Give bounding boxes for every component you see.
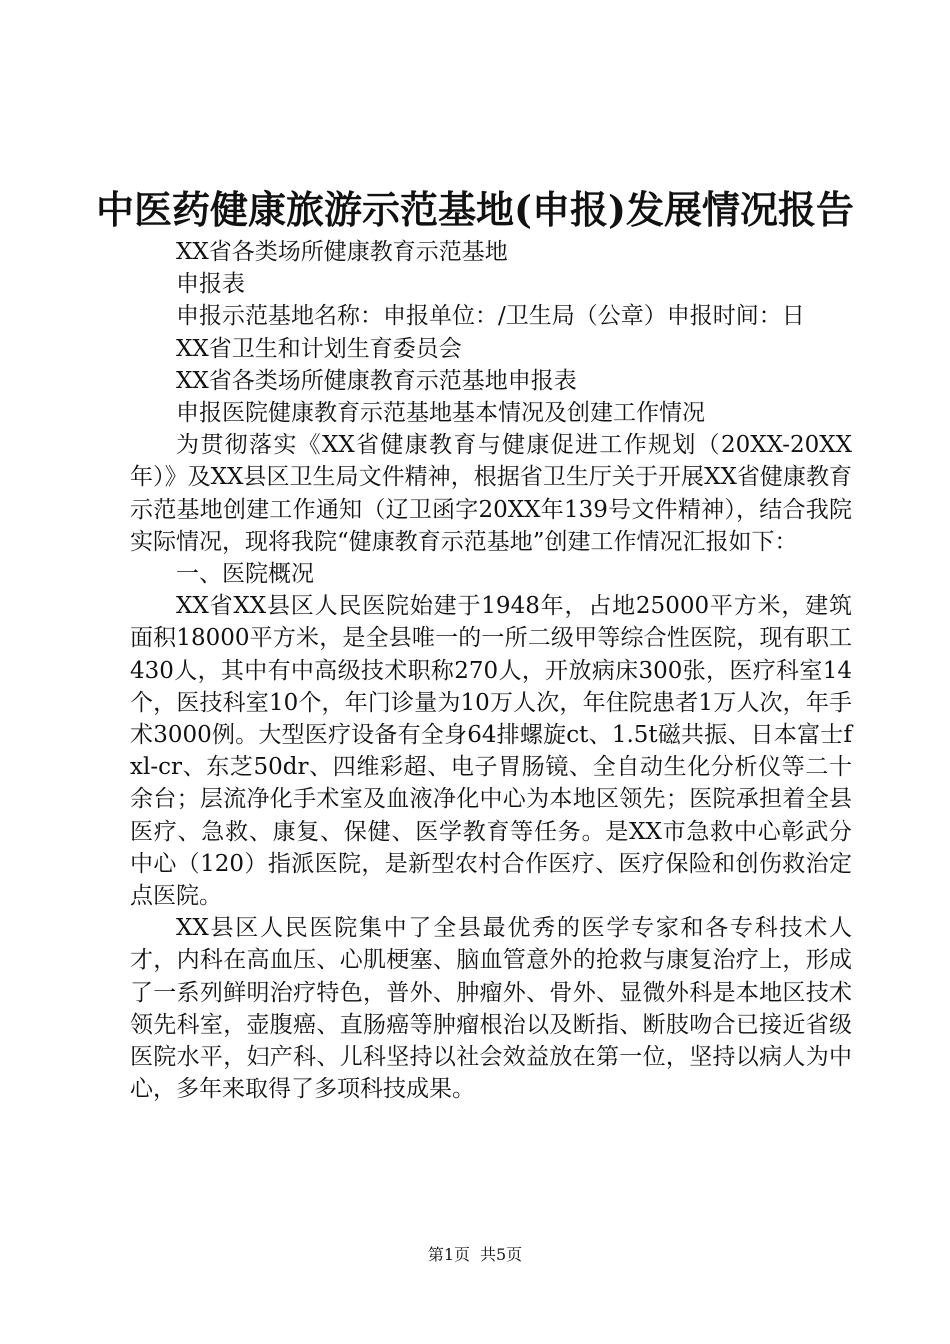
document-title: 中医药健康旅游示范基地(申报)发展情况报告 <box>96 187 854 232</box>
page-footer <box>0 1244 950 1266</box>
paragraph: 申报表 <box>176 271 245 298</box>
section-heading: 一、医院概况 <box>176 561 314 588</box>
paragraph: XX县区人民医院集中了全县最优秀的医学专家和各专科技术人才，内科在高血压、心肌梗塞、脑血管意外的抢救与康复治疗上，形成了一系列鲜明治疗特色，普外、肿瘤外、骨外、显微外科是本地区技术领先科室，壶腹癌、直肠癌等肿瘤根治以及断指、断肢吻合已接近省级医院水平，妇产科、儿科坚持以社会效益放在第一位，坚持以病人为中心，多年来取得了多项科技成果。 <box>130 915 852 1103</box>
paragraph: 申报示范基地名称：申报单位：/卫生局（公章）申报时间：日 <box>176 303 805 330</box>
paragraph: 为贯彻落实《XX省健康教育与健康促进工作规划（20XX-20XX年）》及XX县区卫生局文件精神，根据省卫生厅关于开展XX省健康教育示范基地创建工作通知（辽卫函字20XX年139号文件精神），结合我院实际情况，现将我院“健康教育示范基地”创建工作情况汇报如下： <box>130 432 852 555</box>
paragraph: XX省卫生和计划生育委员会 <box>176 335 462 362</box>
paragraph: XX省各类场所健康教育示范基地 <box>176 239 508 265</box>
page-number: 第1页 <box>427 1245 470 1264</box>
paragraph: XX省各类场所健康教育示范基地申报表 <box>176 367 577 394</box>
page-total: 共5页 <box>480 1245 523 1264</box>
paragraph: XX省XX县区人民医院始建于1948年，占地25000平方米，建筑面积18000平方米，是全县唯一的一所二级甲等综合性医院，现有职工430人，其中有中高级技术职称270人，开放病床300张，医疗科室14个，医技科室10个，年门诊量为10万人次，年住院患者1万人次，年手术3000例。大型医疗设备有全身64排螺旋ct、1.5t磁共振、日本富士fxl-cr、东芝50dr、四维彩超、电子胃肠镜、全自动生化分析仪等二十余台；层流净化手术室及血液净化中心为本地区领先；医院承担着全县医疗、急救、康复、保健、医学教育等任务。是XX市急救中心彰武分中心（120）指派医院，是新型农村合作医疗、医疗保险和创伤救治定点医院。 <box>130 593 852 910</box>
paragraph: 申报医院健康教育示范基地基本情况及创建工作情况 <box>176 400 705 427</box>
document-body <box>130 236 852 1105</box>
